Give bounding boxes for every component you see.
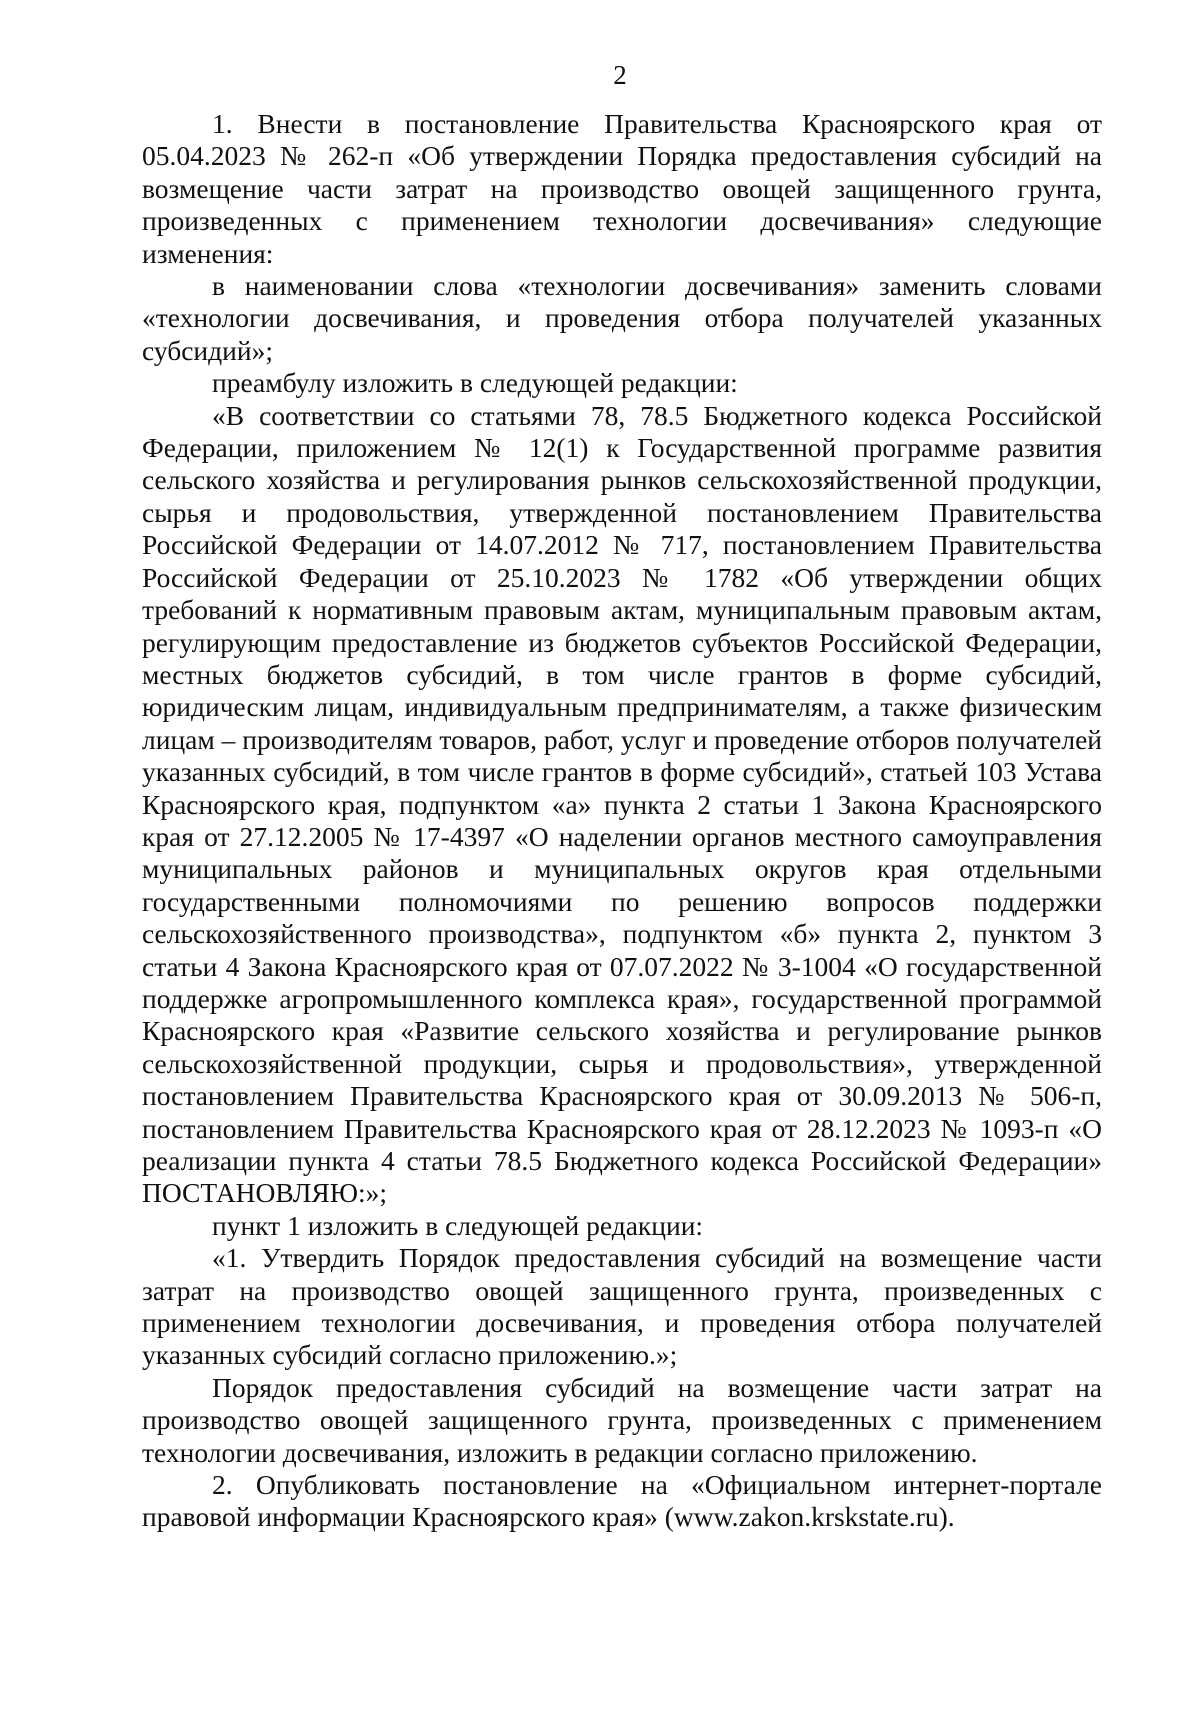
- paragraph-point1-intro: пункт 1 изложить в следующей редакции:: [212, 1209, 704, 1241]
- paragraph-publish: 2. Опубликовать постановление на «Официальном интернет-портале правовой информации Красноярского края» (www.zakon.krskstate.ru).: [142, 1469, 1102, 1533]
- paragraph-procedure: Порядок предоставления субсидий на возмещение части затрат на производство овощей защищенного грунта, произведенных с применением технологии досвечивания, изложить в редакции согласно приложению.: [142, 1371, 1102, 1468]
- document-body: [142, 108, 1102, 1534]
- paragraph-point1-text: «1. Утвердить Порядок предоставления субсидий на возмещение части затрат на производство овощей защищенного грунта, произведенных с применением технологии досвечивания, и проведения отбора получателей указанных субсидий согласно приложению.»;: [142, 1242, 1102, 1371]
- page-number: 2: [613, 60, 627, 90]
- paragraph-preamble-text: «В соответствии со статьями 78, 78.5 Бюджетного кодекса Российской Федерации, приложением № 12(1) к Государственной программе развития сельского хозяйства и регулирования рынков сельскохозяйственной продукции, сырья и продовольствия, утвержденной постановлением Правительства Российской Федерации от 14.07.2012 № 717, постановлением Правительства Российской Федерации от 25.10.2023 № 1782 «Об утверждении общих требований к нормативным правовым актам, муниципальным правовым актам, регулирующим предоставление из бюджетов субъектов Российской Федерации, местных бюджетов субсидий, в том числе грантов в форме субсидий, юридическим лицам, индивидуальным предпринимателям, а также физическим лицам – производителям товаров, работ, услуг и проведение отборов получателей указанных субсидий, в том числе грантов в форме субсидий», статьей 103 Устава Красноярского края, подпунктом «а» пункта 2 статьи 1 Закона Красноярского края от 27.12.2005 № 17-4397 «О наделении органов местного самоуправления муниципальных районов и муниципальных округов края отдельными государственными полномочиями по решению вопросов поддержки сельскохозяйственного производства», подпунктом «б» пункта 2, пунктом 3 статьи 4 Закона Красноярского края от 07.07.2022 № 3-1004 «О государственной поддержке агропромышленного комплекса края», государственной программой Красноярского края «Развитие сельского хозяйства и регулирование рынков сельскохозяйственной продукции, сырья и продовольствия», утвержденной постановлением Правительства Красноярского края от 30.09.2013 № 506-п, постановлением Правительства Красноярского края от 28.12.2023 № 1093-п «О реализации пункта 4 статьи 78.5 Бюджетного кодекса Российской Федерации» ПОСТАНОВЛЯЮ:»;: [142, 399, 1102, 1209]
- paragraph-preamble-intro: преамбулу изложить в следующей редакции:: [212, 367, 738, 399]
- paragraph-title-change: в наименовании слова «технологии досвечивания» заменить словами «технологии досвечивания, и проведения отбора получателей указанных субсидий»;: [142, 270, 1102, 366]
- paragraph-amendment-intro: 1. Внести в постановление Правительства Красноярского края от 05.04.2023 № 262-п «Об утверждении Порядка предоставления субсидий на возмещение части затрат на производство овощей защищенного грунта, произведенных с применением технологии досвечивания» следующие изменения:: [142, 108, 1102, 269]
